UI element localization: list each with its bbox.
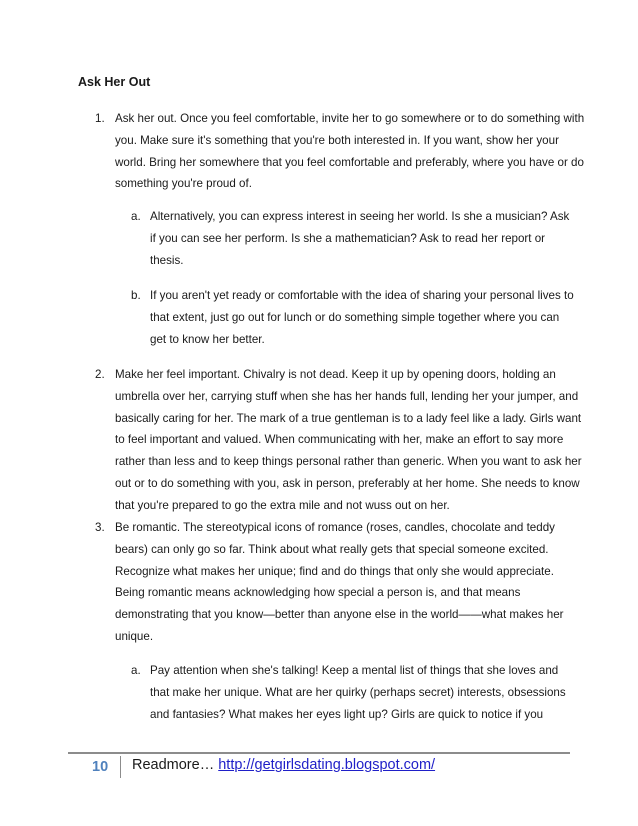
list-item-text: Make her feel important. Chivalry is not dead. Keep it up by opening doors, holding an umbrella over her, carrying stuff when she has her hands full, lending her your jumper, and basically caring for her. The mark of a true gentleman is to a lady feel like a lady. Girls want to feel important and valued. When communicating with her, make an effort to say more rather than less and to keep things personal rather than generic. When you want to ask her out or to do something with you, ask in person, preferably at her home. She needs to know that you're prepared to go the extra mile and not wuss out on her. <box>115 368 582 512</box>
sub-item-number: a. <box>131 210 141 223</box>
readmore-label: Readmore… <box>132 757 215 773</box>
list-item-text: Ask her out. Once you feel comfortable, invite her to go somewhere or to do something with you. Make sure it's something that you're both interested in. If you want, show her your world. Bring her somewhere that you feel comfortable and preferably, where you have or do something you're proud of. <box>115 112 585 191</box>
sub-item-text: Pay attention when she's talking! Keep a mental list of things that she loves and that make her unique. What are her quirky (perhaps secret) interests, obsessions and fantasies? What makes her eyes light up? Girls are quick to notice if you <box>150 664 566 721</box>
sub-item-number: b. <box>131 289 141 302</box>
page-number: 10 <box>92 759 109 775</box>
footer-divider <box>120 756 121 778</box>
list-item-number: 1. <box>95 112 105 125</box>
section-heading: Ask Her Out <box>78 75 151 89</box>
sub-item-text: If you aren't yet ready or comfortable with the idea of sharing your personal lives to that extent, just go out for lunch or do something simple together where you can get to know her better. <box>150 289 574 346</box>
list-item-number: 2. <box>95 368 105 381</box>
sub-item-number: a. <box>131 664 141 677</box>
list-item-text: Be romantic. The stereotypical icons of romance (roses, candles, chocolate and teddy bears) can only go so far. Think about what really gets that special someone excited. Recognize what makes her unique; find and do things that only she would appreciate. Being romantic means acknowledging how special a person is, and that means demonstrating that you know—better than anyone else in the world——what makes her unique. <box>115 521 564 643</box>
sub-item-text: Alternatively, you can express interest in seeing her world. Is she a musician? Ask if you can see her perform. Is she a mathematician? Ask to read her report or thesis. <box>150 210 570 267</box>
blog-link[interactable]: http://getgirlsdating.blogspot.com/ <box>218 757 436 773</box>
footer-readmore <box>132 754 435 776</box>
list-item-number: 3. <box>95 521 105 534</box>
